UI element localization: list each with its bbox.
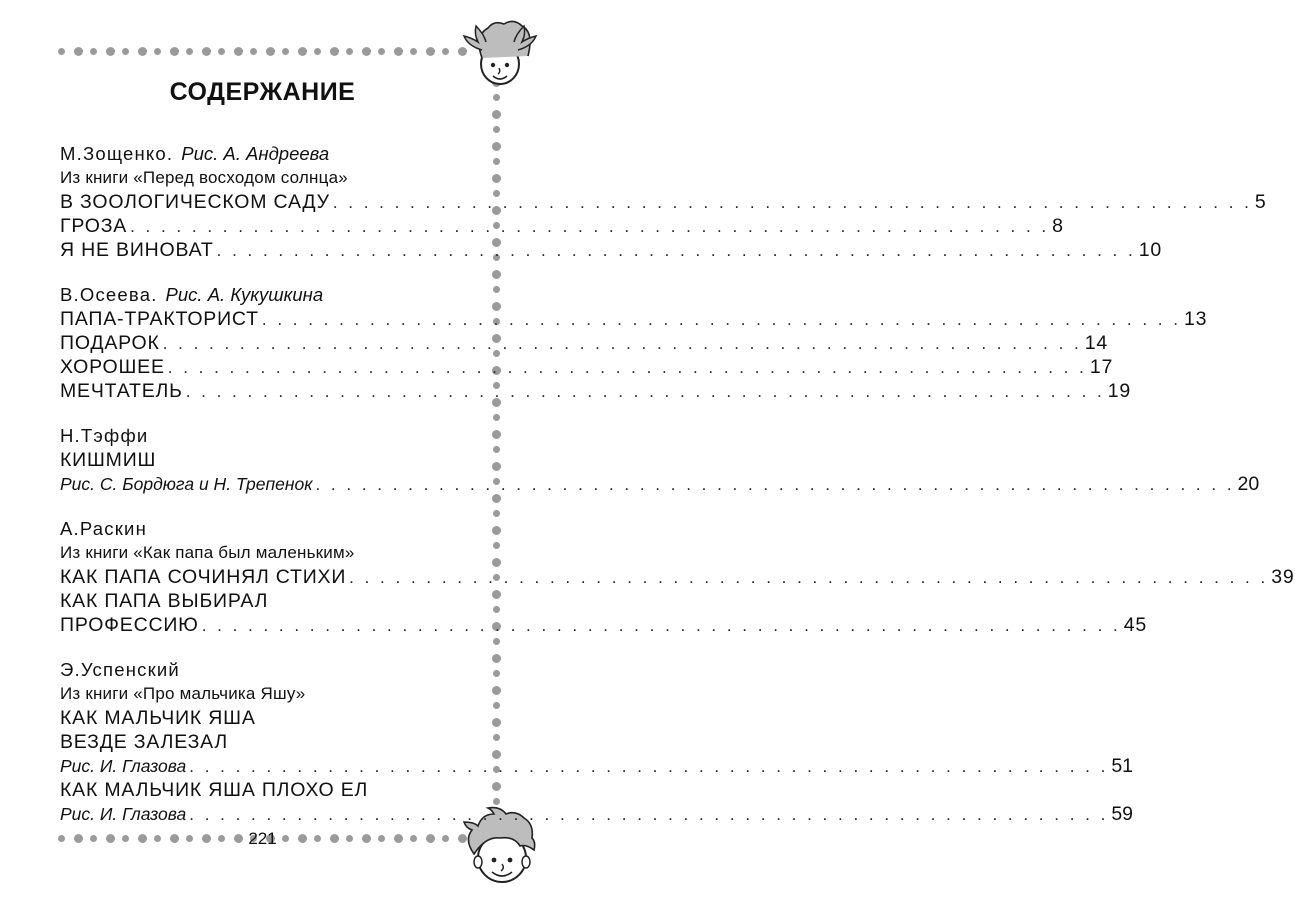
border-dot <box>202 47 211 56</box>
border-dot <box>492 782 501 791</box>
source-book: Из книги «Перед восходом солнца» <box>60 168 348 187</box>
story-title: ВЕЗДЕ ЗАЛЕЗАЛ <box>60 731 228 753</box>
toc-entry <box>60 238 1162 262</box>
source-book: Из книги «Про мальчика Яшу» <box>60 684 306 703</box>
top-dotted-border <box>58 46 463 56</box>
page-reference: 13 <box>1183 308 1208 330</box>
border-dot <box>493 734 500 741</box>
border-dot <box>493 286 500 293</box>
border-dot <box>492 718 501 727</box>
toc-source-line <box>60 166 472 190</box>
border-dot <box>58 48 65 55</box>
section-gap <box>60 403 472 424</box>
border-dot <box>298 47 307 56</box>
border-dot <box>250 48 257 55</box>
toc-entry <box>60 802 1134 826</box>
dot-leader: . . . . . . . . . . . . . . . . . . . . . . . . . . . . . . . . . . . . . . . . . . . . . . . . . . . . . . . . . . . . <box>162 334 1082 353</box>
page-reference: 39 <box>1271 566 1295 588</box>
story-title: ПРОФЕССИЮ <box>60 614 199 636</box>
border-dot <box>186 48 193 55</box>
border-dot <box>493 542 500 549</box>
dot-leader: . . . . . . . . . . . . . . . . . . . . . . . . . . . . . . . . . . . . . . . . . . . . . . . . . . . . . . . . . . . . <box>349 568 1269 587</box>
toc-author-line <box>60 283 472 307</box>
toc-entry <box>60 214 1064 238</box>
illustrator-credit: Рис. И. Глазова <box>60 804 187 824</box>
dot-leader: . . . . . . . . . . . . . . . . . . . . . . . . . . . . . . . . . . . . . . . . . . . . . . . . . . . . . . . . . . . . <box>130 217 1050 236</box>
page-reference: 19 <box>1107 380 1132 402</box>
border-dot <box>426 47 435 56</box>
border-dot <box>493 638 500 645</box>
story-title: Я НЕ ВИНОВАТ <box>60 239 214 261</box>
page-reference: 14 <box>1084 332 1109 354</box>
author-name: Н.Тэффи <box>60 425 149 446</box>
story-title: ПОДАРОК <box>60 332 160 354</box>
border-dot <box>442 48 449 55</box>
toc-author-line <box>60 142 472 166</box>
border-dot <box>493 446 500 453</box>
dot-leader: . . . . . . . . . . . . . . . . . . . . . . . . . . . . . . . . . . . . . . . . . . . . . . . . . . . . . . . . . . . . <box>167 358 1087 377</box>
toc-author-line <box>60 424 472 448</box>
dot-leader: . . . . . . . . . . . . . . . . . . . . . . . . . . . . . . . . . . . . . . . . . . . . . . . . . . . . . . . . . . . . <box>261 310 1181 329</box>
page-reference: 51 <box>1111 755 1134 777</box>
dot-leader: . . . . . . . . . . . . . . . . . . . . . . . . . . . . . . . . . . . . . . . . . . . . . . . . . . . . . . . . . . . . <box>189 805 1109 824</box>
toc-entry <box>60 472 1260 496</box>
page-reference: 17 <box>1089 356 1114 378</box>
illustrator-credit: Рис. И. Глазова <box>60 756 187 776</box>
border-dot <box>154 48 161 55</box>
border-dot <box>394 47 403 56</box>
toc-title-line <box>60 706 472 730</box>
border-dot <box>492 270 501 279</box>
author-name: М.Зощенко. <box>60 143 174 164</box>
toc-title-line <box>60 778 472 802</box>
border-dot <box>492 590 501 599</box>
source-book: Из книги «Как папа был маленьким» <box>60 543 355 562</box>
illustrator-credit: Рис. А. Кукушкина <box>165 284 324 305</box>
toc-title-line <box>60 730 472 754</box>
author-name: А.Раскин <box>60 518 147 539</box>
dot-leader: . . . . . . . . . . . . . . . . . . . . . . . . . . . . . . . . . . . . . . . . . . . . . . . . . . . . . . . . . . . . <box>201 616 1121 635</box>
border-dot <box>346 48 353 55</box>
page-reference: 5 <box>1254 191 1267 213</box>
toc-source-line <box>60 682 472 706</box>
page-reference: 59 <box>1111 803 1134 825</box>
border-dot <box>74 47 83 56</box>
border-dot <box>170 47 179 56</box>
dot-leader: . . . . . . . . . . . . . . . . . . . . . . . . . . . . . . . . . . . . . . . . . . . . . . . . . . . . . . . . . . . . <box>189 757 1109 776</box>
border-dot <box>492 174 501 183</box>
page-reference: 10 <box>1138 239 1162 261</box>
border-dot <box>492 110 501 119</box>
border-dot <box>492 526 501 535</box>
border-dot <box>266 47 275 56</box>
border-dot <box>378 48 385 55</box>
toc-source-line <box>60 541 472 565</box>
border-dot <box>493 510 500 517</box>
border-dot <box>492 654 501 663</box>
section-gap <box>60 496 472 517</box>
border-dot <box>493 126 500 133</box>
dot-leader: . . . . . . . . . . . . . . . . . . . . . . . . . . . . . . . . . . . . . . . . . . . . . . . . . . . . . . . . . . . . <box>332 193 1252 212</box>
border-dot <box>410 48 417 55</box>
illustrator-credit: Рис. А. Андреева <box>181 143 330 164</box>
border-dot <box>106 47 115 56</box>
story-title: КАК ПАПА СОЧИНЯЛ СТИХИ <box>60 566 347 588</box>
illustrator-credit: Рис. С. Бордюга и Н. Трепенок <box>60 474 313 494</box>
dot-leader: . . . . . . . . . . . . . . . . . . . . . . . . . . . . . . . . . . . . . . . . . . . . . . . . . . . . . . . . . . . . <box>185 382 1105 401</box>
page-title: СОДЕРЖАНИЕ <box>169 78 356 106</box>
toc-author-line <box>60 658 472 682</box>
story-title: ХОРОШЕЕ <box>60 356 165 378</box>
story-title: КАК МАЛЬЧИК ЯША ПЛОХО ЕЛ <box>60 779 369 801</box>
border-dot <box>138 47 147 56</box>
border-dot <box>493 606 500 613</box>
toc-entry <box>60 613 1148 637</box>
toc-title-line <box>60 589 472 613</box>
border-dot <box>492 142 501 151</box>
section-gap <box>60 637 472 658</box>
author-name: В.Осеева. <box>60 284 158 305</box>
toc-entry <box>60 355 1114 379</box>
border-dot <box>330 47 339 56</box>
story-title: КАК ПАПА ВЫБИРАЛ <box>60 590 269 612</box>
page-reference: 20 <box>1237 473 1260 495</box>
story-title: КАК МАЛЬЧИК ЯША <box>60 707 256 729</box>
toc-entry <box>60 379 1132 403</box>
border-dot <box>234 47 243 56</box>
border-dot <box>282 48 289 55</box>
story-title: ПАПА-ТРАКТОРИСТ <box>60 308 259 330</box>
story-title: МЕЧТАТЕЛЬ <box>60 380 183 402</box>
border-dot <box>218 48 225 55</box>
toc-entry <box>60 190 1267 214</box>
border-dot <box>314 48 321 55</box>
toc-entry <box>60 307 1208 331</box>
dot-leader: . . . . . . . . . . . . . . . . . . . . . . . . . . . . . . . . . . . . . . . . . . . . . . . . . . . . . . . . . . . . <box>315 475 1235 494</box>
toc-title-line <box>60 448 472 472</box>
story-title: ГРОЗА <box>60 215 128 237</box>
border-dot <box>90 48 97 55</box>
border-dot <box>493 414 500 421</box>
author-name: Э.Успенский <box>60 659 180 680</box>
toc-entry <box>60 331 1109 355</box>
border-dot <box>122 48 129 55</box>
section-gap <box>60 262 472 283</box>
border-dot <box>493 158 500 165</box>
border-dot <box>362 47 371 56</box>
page-reference: 8 <box>1052 215 1064 237</box>
page-reference: 45 <box>1123 614 1148 636</box>
toc-entry <box>60 565 1295 589</box>
story-title: КИШМИШ <box>60 449 157 471</box>
border-dot <box>493 670 500 677</box>
border-dot <box>492 462 501 471</box>
border-dot <box>492 686 501 695</box>
table-of-contents <box>60 142 1295 826</box>
page-number: 221 <box>248 829 277 848</box>
toc-entry <box>60 754 1134 778</box>
toc-author-line <box>60 517 472 541</box>
right-dotted-border <box>491 62 501 807</box>
story-title: В ЗООЛОГИЧЕСКОМ САДУ <box>60 191 330 213</box>
dot-leader: . . . . . . . . . . . . . . . . . . . . . . . . . . . . . . . . . . . . . . . . . . . . . . . . . . . . . . . . . . . . <box>216 241 1136 260</box>
border-dot <box>492 430 501 439</box>
border-dot <box>493 702 500 709</box>
